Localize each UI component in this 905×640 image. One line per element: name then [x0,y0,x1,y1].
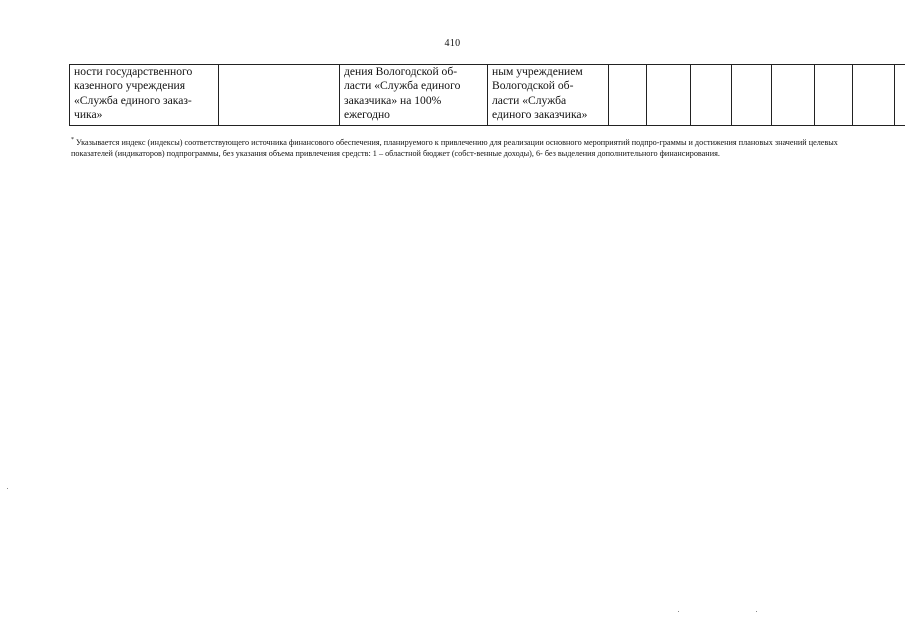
table-cell-empty [772,65,815,126]
page-number: 410 [444,38,461,49]
table-row [70,65,905,126]
cell-line: дения Вологодской об- [344,65,458,78]
cell-line: «Служба единого заказ- [74,93,192,107]
table-cell-empty [647,65,691,126]
table-cell-executor [488,65,609,126]
table-cell-empty [732,65,772,126]
cell-line: ности государственного [74,65,193,78]
cell-line: ежегодно [344,107,390,121]
cell-line: Вологодской об- [492,79,574,93]
cell-line: ласти «Служба [492,93,567,107]
table-cell-result [340,65,488,126]
cell-line: ным учреждением [492,65,583,78]
table-cell-empty [895,65,905,126]
table-cell-empty [815,65,853,126]
footnote-text: Указывается индекс (индексы) соответствующего источника финансового обеспечения, планируемого к привлечению для реализации основного мероприятий подпро-граммы и достижения плановых значений целевых показателей (индикаторов) подпрограммы, без указания объема привлечения средств: 1 – областной бюджет (собст-венные доходы), 6- без выделения дополнительного финансирования. [71,138,838,159]
footnote [71,137,861,160]
table-cell-empty [853,65,895,126]
scan-speck [678,611,679,612]
cell-line: казенного учреждения [74,79,186,93]
cell-line: чика» [74,107,103,121]
continuation-table [69,64,905,126]
cell-line: ласти «Служба единого [344,79,461,93]
table-cell-empty [609,65,647,126]
table-cell-empty [691,65,732,126]
cell-line: заказчика» на 100% [344,93,442,107]
scan-speck [7,488,8,489]
table-cell-responsible [70,65,219,126]
footnote-marker: * [71,137,74,143]
table-cell-empty [219,65,340,126]
cell-line: единого заказчика» [492,107,588,121]
scan-speck [756,611,757,612]
